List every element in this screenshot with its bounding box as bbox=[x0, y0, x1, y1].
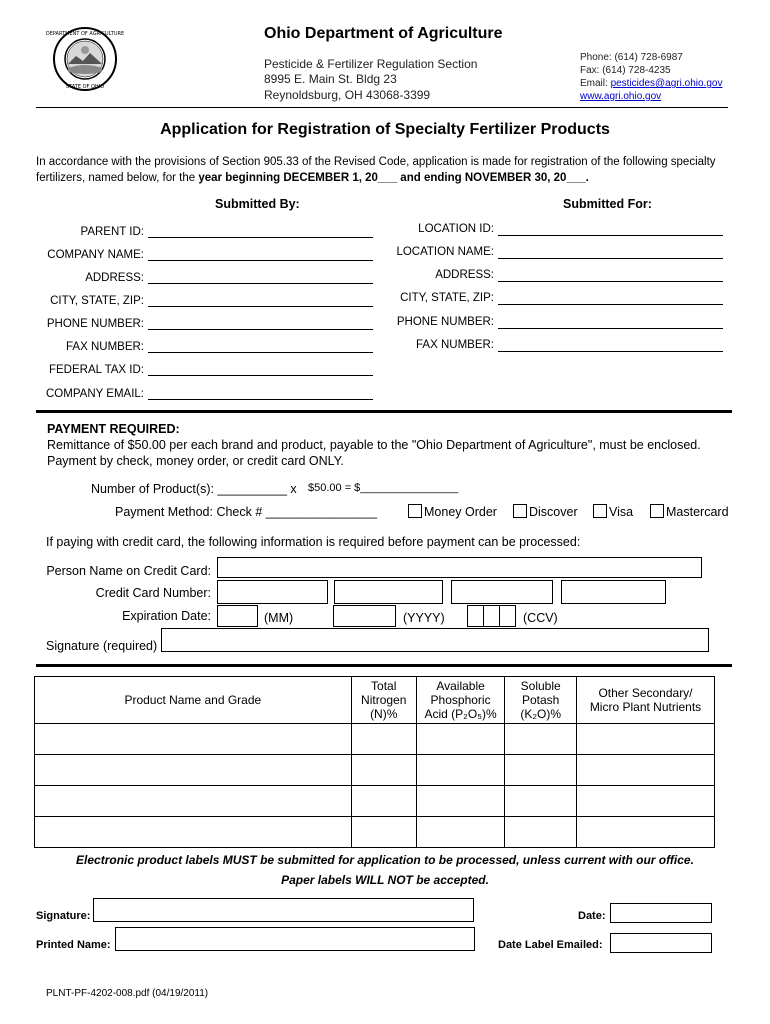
header-nitrogen: Total Nitrogen (N)% bbox=[351, 677, 416, 724]
section-divider-2 bbox=[36, 664, 732, 667]
header-product: Product Name and Grade bbox=[35, 677, 352, 724]
option-visa[interactable] bbox=[593, 504, 633, 519]
table-cell[interactable] bbox=[416, 817, 505, 848]
credit-card-note: If paying with credit card, the following information is required before payment can be processed: bbox=[46, 535, 581, 549]
payment-heading: PAYMENT REQUIRED: bbox=[47, 422, 180, 436]
for-field-input[interactable] bbox=[498, 339, 723, 352]
person-name-input[interactable] bbox=[217, 557, 702, 578]
cc-signature-input[interactable] bbox=[161, 628, 709, 652]
department-name: Ohio Department of Agriculture bbox=[264, 25, 503, 42]
by-field-label: FEDERAL TAX ID: bbox=[48, 364, 144, 376]
ccv-box-2[interactable] bbox=[483, 605, 500, 627]
seal-bottom-text: STATE OF OHIO bbox=[65, 84, 105, 90]
by-field-label: COMPANY NAME: bbox=[47, 249, 144, 261]
num-products[interactable]: Number of Product(s): __________ x bbox=[91, 482, 297, 496]
for-field-input[interactable] bbox=[498, 223, 723, 236]
section-name: Pesticide & Fertilizer Regulation Section bbox=[264, 57, 478, 71]
table-cell[interactable] bbox=[416, 724, 505, 755]
table-cell[interactable] bbox=[35, 724, 352, 755]
fax: Fax: (614) 728-4235 bbox=[580, 65, 671, 76]
for-field-label: PHONE NUMBER: bbox=[396, 316, 494, 328]
intro-bold: year beginning DECEMBER 1, 20___ and ending NOVEMBER 30, 20___. bbox=[198, 172, 589, 184]
date-label-emailed-input[interactable] bbox=[610, 933, 712, 953]
payment-line2: Payment by check, money order, or credit card ONLY. bbox=[47, 454, 344, 468]
by-field-label: PHONE NUMBER: bbox=[46, 318, 144, 330]
product-table bbox=[34, 676, 715, 848]
for-field-input[interactable] bbox=[498, 316, 723, 329]
for-field-label: LOCATION NAME: bbox=[396, 246, 494, 258]
for-field-input[interactable] bbox=[498, 269, 723, 282]
card-number-label: Credit Card Number: bbox=[95, 586, 211, 600]
seal-top-text: DEPARTMENT OF AGRICULTURE bbox=[45, 31, 125, 37]
by-field-input[interactable] bbox=[148, 317, 373, 330]
by-field-label: CITY, STATE, ZIP: bbox=[50, 295, 144, 307]
exp-year-input[interactable] bbox=[333, 605, 396, 627]
submitted-for-heading: Submitted For: bbox=[563, 197, 652, 211]
header-phosphoric: Available Phosphoric Acid (P₂O₅)% bbox=[416, 677, 505, 724]
card-number-box-4[interactable] bbox=[561, 580, 666, 604]
table-cell[interactable] bbox=[416, 755, 505, 786]
date-label-emailed-label: Date Label Emailed: bbox=[498, 939, 603, 951]
option-discover[interactable] bbox=[513, 504, 578, 519]
date-label: Date: bbox=[578, 910, 606, 922]
email-link[interactable]: pesticides@agri.ohio.gov bbox=[610, 78, 723, 89]
table-cell[interactable] bbox=[505, 817, 577, 848]
for-field-label: FAX NUMBER: bbox=[416, 339, 494, 351]
table-header-row bbox=[35, 677, 715, 724]
by-field-input[interactable] bbox=[148, 294, 373, 307]
product-rows bbox=[35, 724, 715, 848]
table-cell[interactable] bbox=[35, 786, 352, 817]
by-field-label: PARENT ID: bbox=[80, 226, 144, 238]
card-number-box-3[interactable] bbox=[451, 580, 553, 604]
signature-label: Signature: bbox=[36, 910, 91, 922]
table-cell[interactable] bbox=[35, 755, 352, 786]
form-id: PLNT-PF-4202-008.pdf (04/19/2011) bbox=[46, 988, 209, 999]
header-divider bbox=[36, 107, 728, 108]
header-other: Other Secondary/ Micro Plant Nutrients bbox=[577, 677, 715, 724]
for-field-label: ADDRESS: bbox=[435, 269, 494, 281]
ccv-box-3[interactable] bbox=[499, 605, 516, 627]
table-cell[interactable] bbox=[351, 724, 416, 755]
by-field-input[interactable] bbox=[148, 271, 373, 284]
phone: Phone: (614) 728-6987 bbox=[580, 52, 683, 63]
for-field-label: CITY, STATE, ZIP: bbox=[400, 292, 494, 304]
street-address: 8995 E. Main St. Bldg 23 bbox=[264, 72, 397, 86]
table-row bbox=[35, 755, 715, 786]
table-cell[interactable] bbox=[351, 817, 416, 848]
table-cell[interactable] bbox=[505, 786, 577, 817]
money-order-checkbox[interactable] bbox=[408, 504, 422, 518]
yyyy-label: (YYYY) bbox=[403, 611, 445, 625]
discover-label: Discover bbox=[529, 505, 578, 519]
section-divider-1 bbox=[36, 410, 732, 413]
signature-required-label: Signature (required) bbox=[46, 639, 158, 653]
email-line bbox=[580, 78, 722, 89]
date-input[interactable] bbox=[610, 903, 712, 923]
expiration-label: Expiration Date: bbox=[122, 609, 211, 623]
city-address: Reynoldsburg, OH 43068-3399 bbox=[264, 88, 431, 102]
money-order-label: Money Order bbox=[424, 505, 497, 519]
by-field-label: FAX NUMBER: bbox=[66, 341, 144, 353]
price-total[interactable]: $50.00 = $________________ bbox=[308, 482, 459, 494]
by-field-input[interactable] bbox=[148, 248, 373, 261]
by-field-label: ADDRESS: bbox=[85, 272, 144, 284]
for-field-input[interactable] bbox=[498, 246, 723, 259]
ccv-box-1[interactable] bbox=[467, 605, 484, 627]
table-cell[interactable] bbox=[351, 755, 416, 786]
header-potash: Soluble Potash (K₂O)% bbox=[505, 677, 577, 724]
website-link[interactable]: www.agri.ohio.gov bbox=[580, 91, 662, 102]
table-cell[interactable] bbox=[577, 755, 715, 786]
by-field-input[interactable] bbox=[148, 340, 373, 353]
mastercard-label: Mastercard bbox=[666, 505, 729, 519]
payment-line1: Remittance of $50.00 per each brand and product, payable to the "Ohio Department of Agriculture", must be enclosed. bbox=[47, 438, 701, 452]
by-field-input[interactable] bbox=[148, 363, 373, 376]
state-seal-icon bbox=[45, 26, 125, 92]
table-cell[interactable] bbox=[505, 755, 577, 786]
intro-paragraph bbox=[36, 154, 736, 186]
ccv-label: (CCV) bbox=[523, 611, 558, 625]
page-title: Application for Registration of Specialty Fertilizer Products bbox=[160, 121, 610, 138]
option-mastercard[interactable] bbox=[650, 504, 729, 519]
payment-method-check[interactable]: Payment Method: Check # ________________ bbox=[115, 505, 377, 519]
by-field-input[interactable] bbox=[148, 387, 373, 400]
card-number-box-2[interactable] bbox=[334, 580, 443, 604]
mastercard-checkbox[interactable] bbox=[650, 504, 664, 518]
exp-month-input[interactable] bbox=[217, 605, 258, 627]
for-field-input[interactable] bbox=[498, 292, 723, 305]
visa-checkbox[interactable] bbox=[593, 504, 607, 518]
option-money-order[interactable] bbox=[408, 504, 497, 519]
by-field-label: COMPANY EMAIL: bbox=[46, 388, 144, 400]
person-name-label: Person Name on Credit Card: bbox=[46, 564, 211, 578]
email-label: Email: bbox=[580, 78, 611, 89]
notice-line1: Electronic product labels MUST be submitted for application to be processed, unless current with our office. bbox=[76, 853, 694, 867]
table-cell[interactable] bbox=[35, 817, 352, 848]
printed-name-label: Printed Name: bbox=[36, 939, 111, 951]
table-cell[interactable] bbox=[416, 786, 505, 817]
discover-checkbox[interactable] bbox=[513, 504, 527, 518]
table-cell[interactable] bbox=[351, 786, 416, 817]
by-field-input[interactable] bbox=[148, 225, 373, 238]
submitted-by-heading: Submitted By: bbox=[215, 197, 300, 211]
for-field-label: LOCATION ID: bbox=[418, 223, 494, 235]
table-row bbox=[35, 817, 715, 848]
table-cell[interactable] bbox=[505, 724, 577, 755]
visa-label: Visa bbox=[609, 505, 634, 519]
signature-input[interactable] bbox=[93, 898, 474, 922]
table-cell[interactable] bbox=[577, 786, 715, 817]
table-row bbox=[35, 786, 715, 817]
card-number-box-1[interactable] bbox=[217, 580, 328, 604]
table-cell[interactable] bbox=[577, 817, 715, 848]
table-row bbox=[35, 724, 715, 755]
table-cell[interactable] bbox=[577, 724, 715, 755]
intro-text: In accordance with the provisions of Section 905.33 of the Revised Code, application is made for registration of the following specialty fertilizers, named below, for the bbox=[36, 156, 716, 184]
mm-label: (MM) bbox=[264, 611, 294, 625]
printed-name-input[interactable] bbox=[115, 927, 475, 951]
notice-line2: Paper labels WILL NOT be accepted. bbox=[281, 873, 489, 887]
